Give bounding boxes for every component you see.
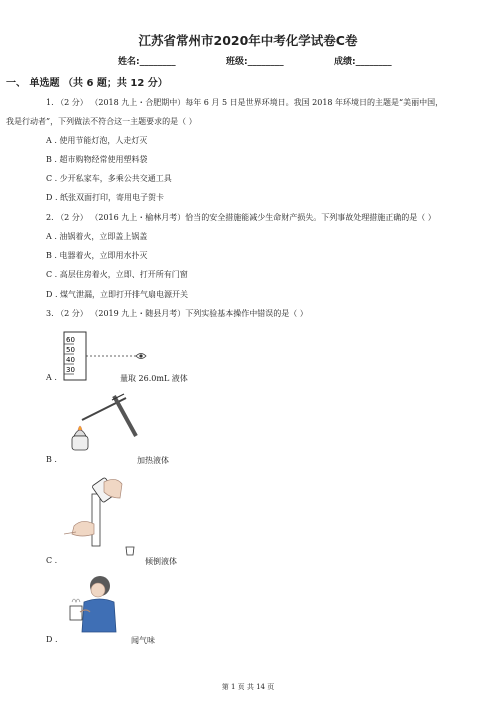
scale-label-60: 60 (66, 336, 75, 344)
scale-label-50: 50 (66, 346, 75, 354)
q3-option-a-letter: A . (46, 373, 57, 382)
q2-option-d: D . 煤气泄漏，立即打开排气扇电源开关 (46, 290, 189, 299)
name-field: 姓名:________ (118, 57, 176, 67)
question-3-stem: 3. （2 分） （2019 九上・随县月考）下列实验基本操作中错误的是（ ） (46, 309, 308, 318)
q3-option-b-caption: 加热液体 (137, 456, 169, 465)
question-2-stem: 2. （2 分） （2016 九上・榆林月考）恰当的安全措施能减少生命财产损失。下列事故处理措施正确的是（ ） (46, 213, 436, 222)
q3-option-d-letter: D . (46, 635, 58, 644)
eye-icon (136, 354, 146, 359)
question-1-stem-cont: 我是行动者”，下列做法不符合这一主题要求的是（ ） (6, 117, 197, 126)
class-field: 班级:________ (226, 57, 284, 67)
q2-option-a: A . 油锅着火，立即盖上锅盖 (46, 232, 148, 241)
q3-option-a-caption: 量取 26.0mL 液体 (120, 374, 188, 383)
page-footer: 第 1 页 共 14 页 (221, 683, 275, 691)
scale-label-30: 30 (66, 366, 75, 374)
smelling-gas-figure (62, 572, 122, 634)
q3-option-c-caption: 倾倒液体 (145, 557, 177, 566)
q3-option-d-caption: 闻气味 (131, 636, 155, 645)
q2-option-c: C . 高层住房着火，立即、打开所有门窗 (46, 270, 188, 279)
scale-label-40: 40 (66, 356, 75, 364)
q1-option-c: C . 少开私家车，多乘公共交通工具 (46, 174, 172, 183)
q2-option-b: B . 电器着火，立即用水扑灭 (46, 251, 148, 260)
score-field: 成绩:________ (334, 57, 392, 67)
q3-option-b-letter: B . (46, 455, 57, 464)
page-title: 江苏省常州市2020年中考化学试卷C卷 (138, 33, 358, 48)
q1-option-b: B . 超市购物经常使用塑料袋 (46, 155, 148, 164)
q1-option-a: A . 使用节能灯泡，人走灯灭 (46, 136, 148, 145)
q1-option-d: D . 纸张双面打印，寄用电子贺卡 (46, 193, 165, 202)
stopper-icon (124, 545, 136, 557)
question-1-stem: 1. （2 分） （2018 九上・合肥期中）每年 6 月 5 日是世界环境日。我国 2018 年环境日的主题是“美丽中国， (46, 98, 444, 107)
section-heading: 一、 单选题 （共 6 题；共 12 分） (6, 78, 168, 89)
q3-option-c-letter: C . (46, 556, 58, 565)
heating-liquid-figure (64, 390, 140, 456)
